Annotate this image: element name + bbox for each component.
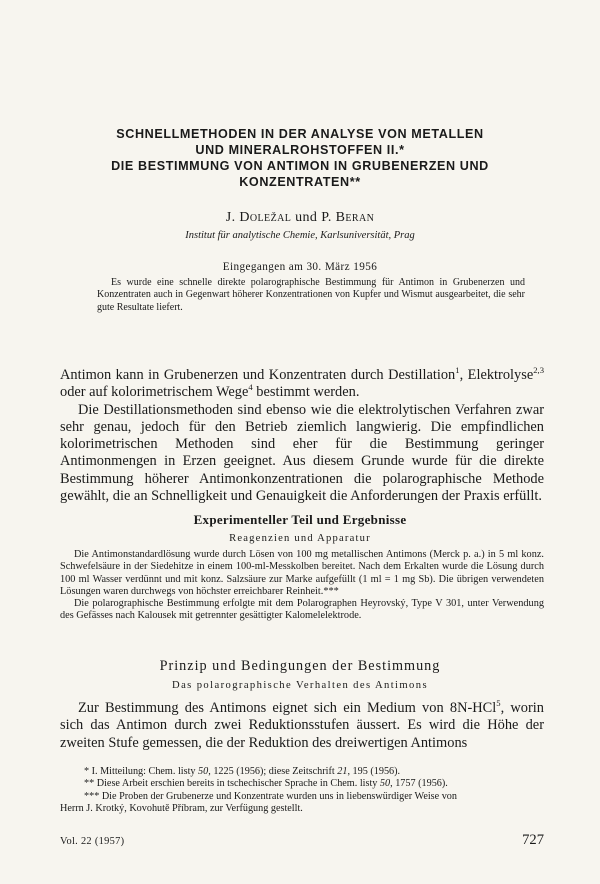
experimental-paragraph-1: Die Antimonstandardlösung wurde durch Lösen von 100 mg metallischen Antimons (Merck p. a.) in 5 ml konz. Schwefelsäure in der Siedehitze in einem 100-ml-Messkolben bereitet. Nach dem Erkalten wurde die Lösung durch 100 ml Wasser verdünnt und mit konz. Salzsäure zur Marke aufgefüllt (1 ml = 1 mg Sb). Die übrigen verwendeten Lösungen waren durchwegs von höchster erreichbarer Reinheit.*** xyxy=(60,549,544,597)
footnote-3-line-2: Herrn J. Krotký, Kovohutě Příbram, zur Verfügung gestellt. xyxy=(60,803,303,815)
institute: Institut für analytische Chemie, Karlsuniversität, Prag xyxy=(185,230,415,241)
intro-paragraph-2: Die Destillationsmethoden sind ebenso wie die elektrolytischen Verfahren zwar sehr genau, jedoch für den Betrieb ziemlich langwierig. Die empfindlichen kolorimetrischen Methoden sind eher für die Bestimmung geringer Antimonmengen in Erzen geeignet. Aus diesem Grunde wurde für die direkte Bestimmung höherer Antimonkonzentrationen die polarographische Methode gewählt, die an Schnelligkeit und Genauigkeit die Anforderungen der Praxis erfüllt. xyxy=(60,401,544,505)
polarographic-subheading: Das polarographische Verhalten des Antimons xyxy=(172,680,428,691)
title-line-3: DIE BESTIMMUNG VON ANTIMON IN GRUBENERZEN UND xyxy=(111,159,489,173)
footnotes xyxy=(60,766,544,816)
footnote-1-text-a: * I. Mitteilung: Chem. listy xyxy=(84,766,199,777)
experimental-paragraph-2: Die polarographische Bestimmung erfolgte mit dem Polarographen Heyrovský, Type V 301, unter Verwendung des Gefässes nach Kalousek mit getrennter gesättigter Kalomelelektrode. xyxy=(60,598,544,622)
intro-text-a: Antimon kann in Grubenerzen und Konzentraten durch Destillation xyxy=(60,367,456,383)
author-2: P. Beran xyxy=(321,210,375,225)
article-title xyxy=(90,126,510,190)
experimental-heading: Experimenteller Teil und Ergebnisse xyxy=(193,512,407,527)
title-line-2: UND MINERALROHSTOFFEN II.* xyxy=(195,143,405,157)
volume-info: Vol. 22 (1957) xyxy=(60,836,125,847)
intro-paragraph-1 xyxy=(60,367,544,402)
reagents-subheading: Reagenzien und Apparatur xyxy=(229,533,371,544)
page-number: 727 xyxy=(522,832,544,848)
author-1: J. Doležal xyxy=(225,210,292,225)
intro-text-c: oder auf kolorimetrischem Wege xyxy=(60,384,249,401)
principle-text-a: Zur Bestimmung des Antimons eignet sich ein Medium von 8 xyxy=(78,700,458,716)
footnote-1-volume-1: 50 xyxy=(198,766,209,777)
title-line-1: SCHNELLMETHODEN IN DER ANALYSE VON METALLEN xyxy=(116,127,484,141)
footnote-1-text-c: , 195 (1956). xyxy=(347,766,401,777)
footnote-2-text-a: ** Diese Arbeit erschien bereits in tschechischer Sprache in Chem. listy xyxy=(84,778,380,790)
footnote-2-text-b: , 1757 (1956). xyxy=(390,778,448,790)
ref-sup-5: 5 xyxy=(496,698,501,709)
authors-and: und xyxy=(295,210,318,225)
title-line-4: KONZENTRATEN** xyxy=(239,175,361,189)
footnote-2 xyxy=(60,778,544,790)
footnote-1-text-b: , 1225 (1956); diese Zeitschrift xyxy=(208,766,338,777)
authors xyxy=(0,210,600,226)
principle-text-c: , worin sich das Antimon durch zwei Reduktionsstufen äussert. Es wird die Höhe der zweiten Stufe gemessen, die der Reduktion des dreiwertigen Antimons xyxy=(60,700,544,751)
normality-symbol: N xyxy=(457,700,468,716)
footnote-2-volume: 50 xyxy=(379,778,391,790)
footnote-1 xyxy=(60,766,544,778)
abstract: Es wurde eine schnelle direkte polarographische Bestimmung für Antimon in Grubenerzen und Konzentraten auch in Gegenwart höherer Konzentrationen von Kupfer und Wismut ausgearbeitet, die sehr gute Resultate liefert. xyxy=(97,277,525,313)
received-date: Eingegangen am 30. März 1956 xyxy=(222,261,378,273)
principle-text-b: -HCl xyxy=(467,700,497,716)
introduction xyxy=(60,367,544,505)
intro-text-d: bestimmt werden. xyxy=(252,384,360,401)
ref-sup-2: 2,3 xyxy=(533,365,544,376)
experimental-section xyxy=(60,549,544,623)
footnote-3-line-1: *** Die Proben der Grubenerze und Konzentrate wurden uns in liebenswürdiger Weise von xyxy=(84,790,457,802)
ref-sup-1: 1 xyxy=(455,365,460,376)
principle-heading: Prinzip und Bedingungen der Bestimmung xyxy=(159,658,441,674)
footnote-1-volume-2: 21 xyxy=(337,766,348,777)
intro-text-b: , Elektrolyse xyxy=(459,367,534,383)
principle-paragraph xyxy=(60,700,544,752)
ref-sup-3: 4 xyxy=(248,382,253,393)
